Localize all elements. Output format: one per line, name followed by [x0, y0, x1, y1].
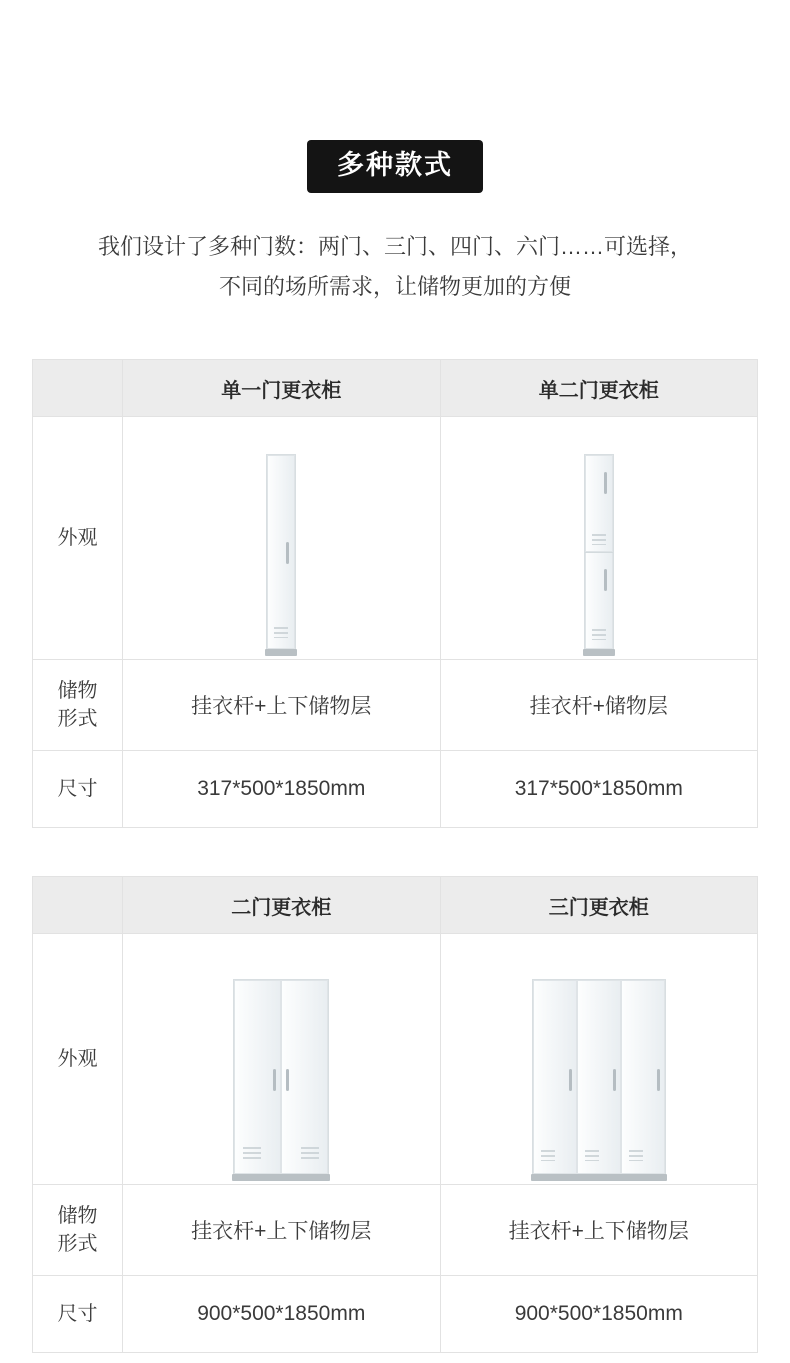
locker-drawing [266, 454, 296, 650]
storage-value-three-door: 挂衣杆+上下储物层 [440, 1185, 758, 1276]
storage-value-two-door: 挂衣杆+上下储物层 [123, 1185, 441, 1276]
locker-door-left [533, 980, 577, 1174]
door-handle-icon [286, 1069, 289, 1091]
header-corner-cell [33, 360, 123, 417]
vent-icon [592, 534, 606, 545]
storage-value-single-one-door: 挂衣杆+上下储物层 [123, 660, 441, 751]
row-label-size: 尺寸 [33, 751, 123, 828]
locker-base [531, 1174, 667, 1181]
page-title: 多种款式 [307, 140, 483, 193]
row-label-appearance: 外观 [33, 934, 123, 1185]
size-value-single-one-door: 317*500*1850mm [123, 751, 441, 828]
door-handle-icon [657, 1069, 660, 1091]
door-handle-icon [613, 1069, 616, 1091]
table-row [33, 1185, 758, 1276]
locker-base [232, 1174, 330, 1181]
column-title-single-two-door: 单二门更衣柜 [440, 360, 758, 417]
spec-table-1 [32, 359, 758, 828]
locker-drawing [584, 454, 614, 650]
vent-icon [274, 627, 288, 638]
column-title-three-door: 三门更衣柜 [440, 877, 758, 934]
locker-base [265, 649, 297, 656]
title-section [0, 0, 790, 193]
column-title-single-one-door: 单一门更衣柜 [123, 360, 441, 417]
row-label-storage: 储物 形式 [33, 1185, 123, 1276]
size-value-three-door: 900*500*1850mm [440, 1276, 758, 1353]
spec-table-2 [32, 876, 758, 1353]
table-row [33, 934, 758, 1185]
locker-door-middle [577, 980, 621, 1174]
locker-image-two-door [123, 934, 441, 1185]
locker-drawing [233, 979, 329, 1175]
door-handle-icon [273, 1069, 276, 1091]
subtitle-line-2: 不同的场所需求，让储物更加的方便 [218, 274, 571, 299]
door-handle-icon [286, 542, 289, 564]
door-handle-icon [569, 1069, 572, 1091]
locker-door-right [621, 980, 665, 1174]
locker-drawing [532, 979, 666, 1175]
vent-icon [301, 1147, 319, 1161]
vent-icon [243, 1147, 261, 1161]
size-value-two-door: 900*500*1850mm [123, 1276, 441, 1353]
locker-divider [585, 552, 613, 553]
locker-door-lower [585, 552, 613, 649]
table-row [33, 1276, 758, 1353]
storage-value-single-two-door: 挂衣杆+储物层 [440, 660, 758, 751]
locker-image-single-two-door [440, 417, 758, 660]
table-header-row [33, 877, 758, 934]
table-row [33, 417, 758, 660]
locker-door-right [281, 980, 328, 1174]
locker-base [583, 649, 615, 656]
vent-icon [592, 629, 606, 640]
vent-icon [629, 1150, 643, 1161]
vent-icon [541, 1150, 555, 1161]
column-title-two-door: 二门更衣柜 [123, 877, 441, 934]
door-handle-icon [604, 569, 607, 591]
vent-icon [585, 1150, 599, 1161]
locker-image-single-one-door [123, 417, 441, 660]
table-row [33, 751, 758, 828]
locker-image-three-door [440, 934, 758, 1185]
row-label-size: 尺寸 [33, 1276, 123, 1353]
table-header-row [33, 360, 758, 417]
size-value-single-two-door: 317*500*1850mm [440, 751, 758, 828]
subtitle [0, 227, 790, 307]
row-label-storage: 储物 形式 [33, 660, 123, 751]
door-handle-icon [604, 472, 607, 494]
subtitle-line-1: 我们设计了多种门数：两门、三门、四门、六门……可选择， [97, 234, 692, 259]
locker-door [267, 455, 295, 649]
table-row [33, 660, 758, 751]
header-corner-cell [33, 877, 123, 934]
locker-door-left [234, 980, 281, 1174]
row-label-appearance: 外观 [33, 417, 123, 660]
locker-door-upper [585, 455, 613, 552]
